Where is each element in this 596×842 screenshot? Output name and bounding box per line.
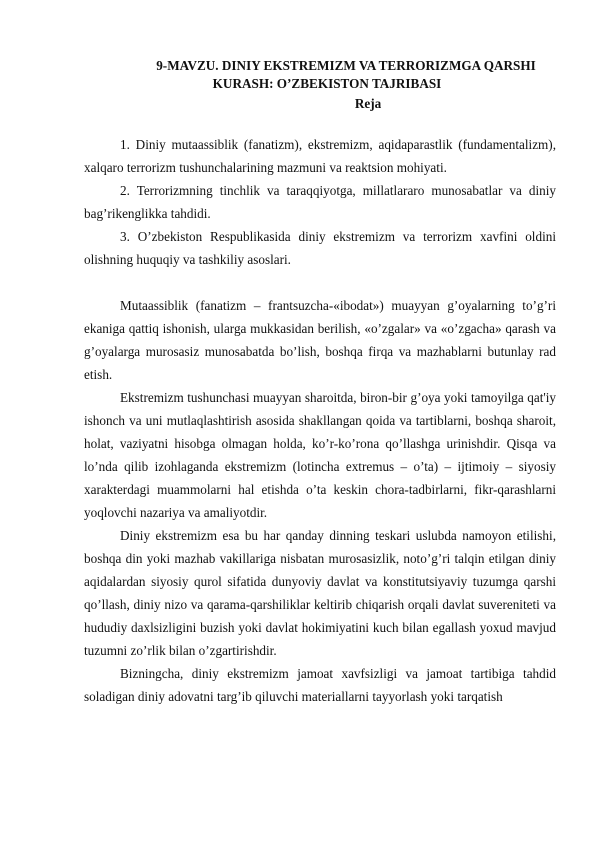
document-page [84, 57, 556, 708]
section-gap [84, 271, 556, 294]
plan-heading: Reja [354, 96, 382, 111]
plan-item: 1. Diniy mutaassiblik (fanatizm), ekstremizm, aqidaparastlik (fundamentalizm), xalqaro terrorizm tushunchalarining mazmuni va reaktsion mohiyati. [84, 137, 556, 175]
body-paragraph: Ekstremizm tushunchasi muayyan sharoitda, biron-bir g’oya yoki tamoyilga qat'iy ishonch va uni mutlaqlashtirish asosida shakllangan qoida va tartiblarni, boshqa sharoit, holat, vaziyatni hisobga olmagan holda, ko’r-ko’rona qo’llashga urinishdir. Qisqa va lo’nda qilib izohlaganda ekstremizm (lotincha extremus – o’ta) – ijtimoiy – siyosiy xarakterdagi muammolarni hal etishda o’ta keskin chora-tadbirlarni, fikr-qarashlarni yoqlovchi nazariya va amaliyotdir. [84, 390, 556, 520]
document-title [84, 57, 556, 93]
plan-item: 3. O’zbekiston Respublikasida diniy ekstremizm va terrorizm xavfini oldini olishning huquqiy va tashkiliy asoslari. [84, 229, 556, 267]
title-line-2: KURASH: O’ZBEKISTON TAJRIBASI [212, 76, 442, 91]
body-text [84, 294, 556, 708]
plan-list [84, 133, 556, 271]
body-paragraph: Bizningcha, diniy ekstremizm jamoat xavfsizligi va jamoat tartibiga tahdid soladigan diniy adovatni targ’ib qiluvchi materiallarni tayyorlash yoki tarqatish [84, 666, 556, 704]
body-paragraph: Diniy ekstremizm esa bu har qanday dinning teskari uslubda namoyon etilishi, boshqa din yoki mazhab vakillariga nisbatan murosasizlik, noto’g’ri talqin etilgan diniy aqidalardan siyosiy qurol sifatida dunyoviy davlat va konstitutsiyaviy tuzumga qarshi qo’llash, diniy nizo va qarama-qarshiliklar keltirib chiqarish orqali davlat suvereniteti va hududiy daxlsizligini buzish yoki davlat hokimiyatini kuch bilan egallash yoxud mavjud tuzumni zo’rlik bilan o’zgartirishdir. [84, 528, 556, 658]
title-line-1: 9-MAVZU. DINIY EKSTREMIZM VA TERRORIZMGA QARSHI [156, 58, 536, 73]
plan-item: 2. Terrorizmning tinchlik va taraqqiyotga, millatlararo munosabatlar va diniy bag’rikenglikka tahdidi. [84, 183, 556, 221]
body-paragraph: Mutaassiblik (fanatizm – frantsuzcha-«ibodat») muayyan g’oyalarning to’g’ri ekaniga qattiq ishonish, ularga mukkasidan berilish, «o’zgalar» va «o’zgacha» qarash va g’oyalarga murosasiz munosabatda bo’lish, boshqa firqa va mazhablarni butunlay rad etish. [84, 298, 556, 382]
